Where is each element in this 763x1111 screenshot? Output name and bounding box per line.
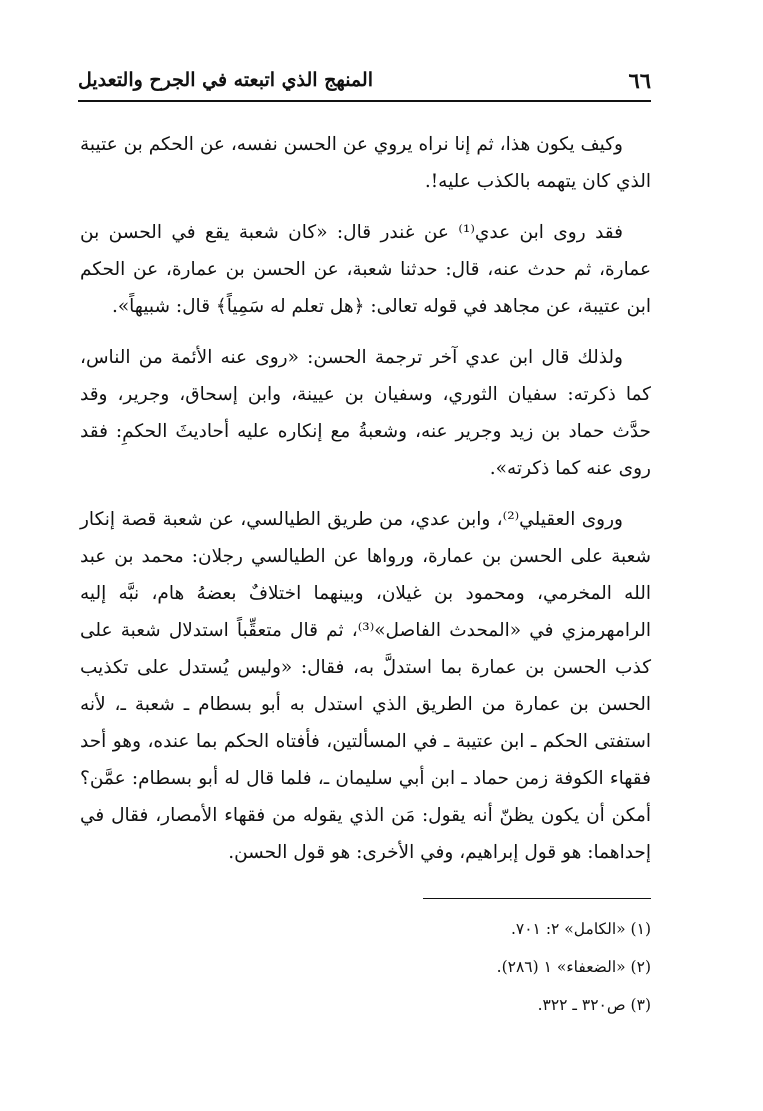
footnote-separator: [423, 898, 651, 899]
page-header: [78, 62, 651, 98]
footnote-2: (٢) «الضعفاء» ١ (٢٨٦).: [496, 958, 651, 976]
main-text: [80, 126, 651, 885]
paragraph-2: فقد روى ابن عدي⁽¹⁾ عن غندر قال: «كان شعبة يقع في الحسن بن عمارة، ثم حدث عنه، قال: حدثنا شعبة، عن الحسن بن عمارة، عن الحكم ابن عتيبة، عن مجاهد في قوله تعالى: ﴿هل تعلم له سَمِياً﴾ قال: شبيهاً».: [80, 222, 651, 317]
paragraph-1: وكيف يكون هذا، ثم إنا نراه يروي عن الحسن نفسه، عن الحكم بن عتيبة الذي كان يتهمه بالكذب عليه!.: [80, 134, 651, 192]
header-rule: [78, 100, 651, 102]
page-number: ٦٦: [628, 67, 651, 93]
paragraph-4: وروى العقيلي⁽²⁾، وابن عدي، من طريق الطيالسي، عن شعبة قصة إنكار شعبة على الحسن بن عمارة، ورواها عن الطيالسي رجلان: محمد بن عبد الله المخرمي، ومحمود بن غيلان، وبينهما اختلافٌ بعضهُ هام، نبَّه إليه الرامهرمزي في «المحدث الفاصل»⁽³⁾، ثم قال متعقِّباً استدلال شعبة على كذب الحسن بن عمارة بما استدلَّ به، فقال: «وليس يُستدل على تكذيب الحسن بن عمارة من الطريق الذي استدل به أبو بسطام ـ شعبة ـ، لأنه استفتى الحكم ـ ابن عتيبة ـ في المسألتين، فأفتاه الحكم بما عنده، وهو أحد فقهاء الكوفة زمن حماد ـ ابن أبي سليمان ـ، فلما قال له أبو بسطام: عمَّن؟ أمكن أن يكون يظنّ أنه يقول: مَن الذي يقوله من فقهاء الأمصار، فقال في إحداهما: هو قول إبراهيم، وفي الأخرى: هو قول الحسن.: [80, 509, 651, 863]
footnote-1: (١) «الكامل» ٢: ٧٠١.: [510, 920, 651, 938]
footnotes: [380, 910, 651, 1024]
running-title: المنهج الذي اتبعته في الجرح والتعديل: [78, 69, 373, 91]
footnote-3: (٣) ص٣٢٠ ـ ٣٢٢.: [537, 996, 651, 1014]
paragraph-3: ولذلك قال ابن عدي آخر ترجمة الحسن: «روى عنه الأئمة من الناس، كما ذكرته: سفيان الثوري، وسفيان بن عيينة، وابن إسحاق، وجرير، وقد حدَّث حماد بن زيد وجرير عنه، وشعبةُ مع إنكاره عليه أحاديثَ الحكمِ: فقد روى عنه كما ذكرته».: [80, 347, 651, 479]
